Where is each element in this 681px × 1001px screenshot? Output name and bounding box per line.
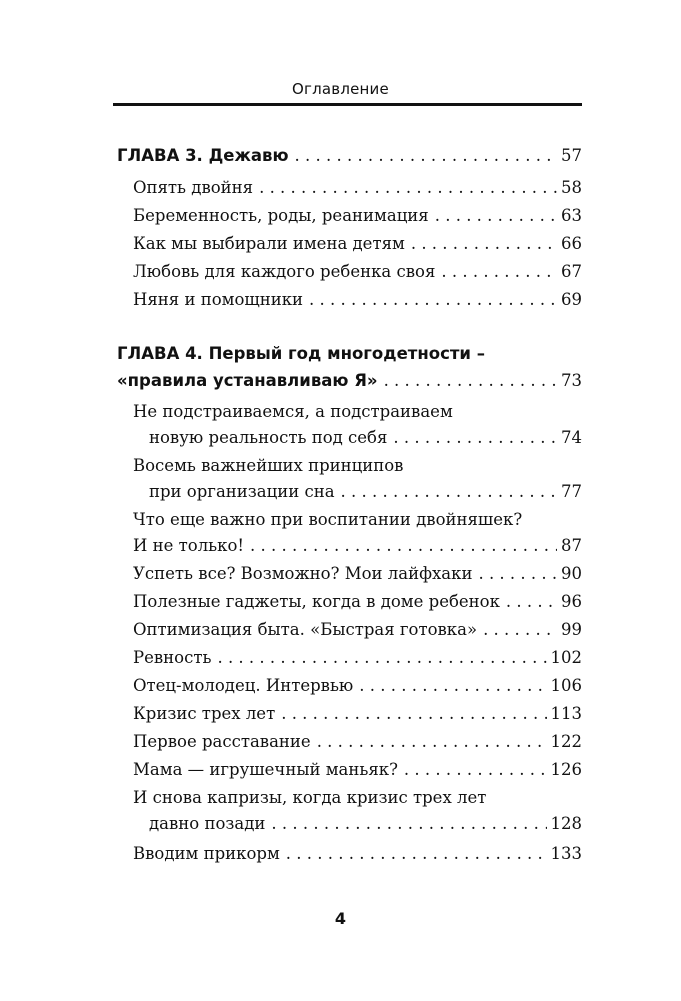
toc-entry[interactable] (133, 732, 582, 751)
entry-title: при организации сна (149, 482, 335, 501)
dot-leader (244, 536, 557, 555)
entry-title: Беременность, роды, реанимация (133, 206, 429, 225)
chapter-title: «правила устанавливаю Я» (117, 371, 378, 390)
entry-title: Как мы выбирали имена детям (133, 234, 405, 253)
entry-title: Ревность (133, 648, 212, 667)
dot-leader (253, 178, 557, 197)
page-ref: 106 (550, 676, 582, 695)
dot-leader (477, 620, 557, 639)
entry-title: давно позади (149, 814, 266, 833)
entry-title: И не только! (133, 536, 245, 555)
page-ref: 67 (561, 262, 582, 281)
page-ref: 133 (550, 844, 582, 863)
toc-entry[interactable] (133, 536, 582, 555)
page-ref: 113 (550, 704, 582, 723)
entry-title: Первое расставание (133, 732, 311, 751)
page-ref: 58 (561, 178, 582, 197)
entry-title: Вводим прикорм (133, 844, 280, 863)
page-ref: 99 (561, 620, 582, 639)
toc-entry[interactable] (133, 844, 582, 863)
dot-leader (405, 234, 557, 253)
toc-entry[interactable] (133, 178, 582, 197)
dot-leader (265, 814, 546, 833)
dot-leader (387, 428, 557, 447)
toc-entry[interactable] (133, 206, 582, 225)
page-number: 4 (334, 909, 347, 928)
page-ref: 102 (550, 648, 582, 667)
dot-leader (335, 482, 557, 501)
chapter-title: ГЛАВА 3. Дежавю (117, 146, 289, 165)
dot-leader (303, 290, 557, 309)
toc-entry[interactable] (133, 564, 582, 583)
entry-title: Няня и помощники (133, 290, 304, 309)
dot-leader (353, 676, 546, 695)
toc-chapter-3[interactable] (117, 146, 582, 165)
page-ref: 69 (561, 290, 582, 309)
dot-leader (472, 564, 557, 583)
dot-leader (435, 262, 557, 281)
entry-title-line1[interactable]: И снова капризы, когда кризис трех лет (133, 788, 487, 807)
page-ref: 63 (561, 206, 582, 225)
page-ref: 74 (561, 428, 582, 447)
toc-entry[interactable] (133, 620, 582, 639)
dot-leader (275, 704, 546, 723)
dot-leader (289, 146, 558, 165)
page-ref: 122 (550, 732, 582, 751)
dot-leader (398, 760, 547, 779)
dot-leader (500, 592, 557, 611)
entry-title: новую реальность под себя (149, 428, 388, 447)
toc-chapter-4[interactable] (117, 371, 582, 390)
page-ref: 66 (561, 234, 582, 253)
dot-leader (311, 732, 547, 751)
entry-title: Любовь для каждого ребенка своя (133, 262, 436, 281)
toc-chapter-4-line1[interactable]: ГЛАВА 4. Первый год многодетности – (117, 344, 485, 363)
entry-title: Кризис трех лет (133, 704, 276, 723)
toc-entry[interactable] (133, 262, 582, 281)
page-ref: 90 (561, 564, 582, 583)
toc-entry[interactable] (133, 648, 582, 667)
toc-entry[interactable] (133, 290, 582, 309)
page-ref: 126 (550, 760, 582, 779)
entry-title: Оптимизация быта. «Быстрая готовка» (133, 620, 478, 639)
page-ref: 77 (561, 482, 582, 501)
toc-entry[interactable] (133, 760, 582, 779)
toc-entry[interactable] (133, 234, 582, 253)
toc-entry[interactable] (133, 676, 582, 695)
entry-title: Успеть все? Возможно? Мои лайфхаки (133, 564, 473, 583)
dot-leader (211, 648, 546, 667)
entry-title-line1[interactable]: Не подстраиваемся, а подстраиваем (133, 402, 453, 421)
page-ref: 57 (561, 146, 582, 165)
dot-leader (429, 206, 557, 225)
page-ref: 73 (561, 371, 582, 390)
entry-title: Полезные гаджеты, когда в доме ребенок (133, 592, 500, 611)
toc-entry[interactable] (149, 482, 582, 501)
entry-title: Мама — игрушечный маньяк? (133, 760, 398, 779)
entry-title-line1[interactable]: Восемь важнейших принципов (133, 456, 404, 475)
page-ref: 96 (561, 592, 582, 611)
page-ref: 87 (561, 536, 582, 555)
toc-entry[interactable] (149, 428, 582, 447)
page-ref: 128 (550, 814, 582, 833)
entry-title-line1[interactable]: Что еще важно при воспитании двойняшек? (133, 510, 523, 529)
dot-leader (280, 844, 547, 863)
entry-title: Отец-молодец. Интервью (133, 676, 354, 695)
running-header: Оглавление (292, 80, 389, 98)
toc-entry[interactable] (133, 704, 582, 723)
header-rule (113, 103, 582, 106)
entry-title: Опять двойня (133, 178, 254, 197)
toc-entry[interactable] (149, 814, 582, 833)
toc-entry[interactable] (133, 592, 582, 611)
dot-leader (378, 371, 557, 390)
